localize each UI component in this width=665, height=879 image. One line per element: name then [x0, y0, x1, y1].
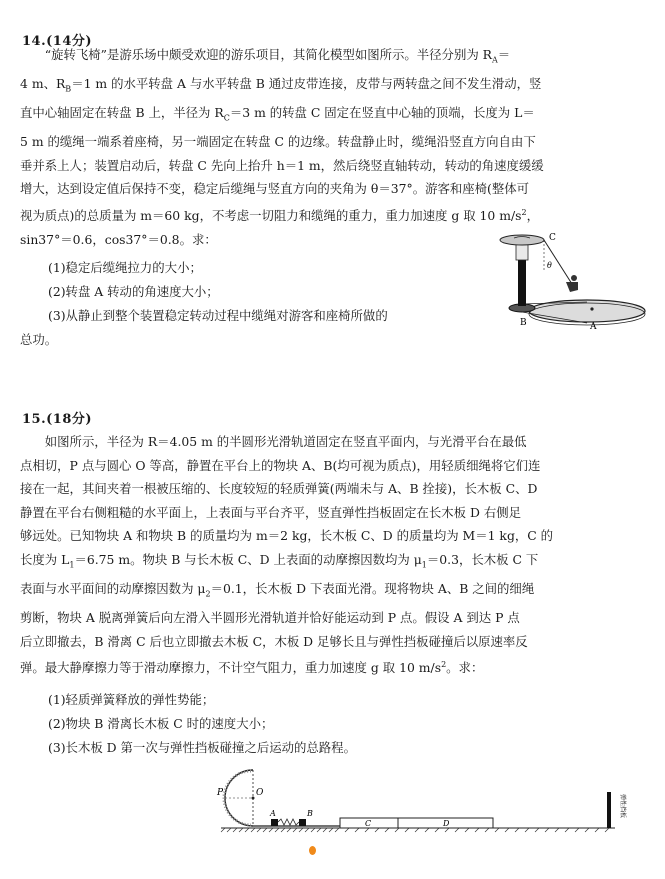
q14-line-8: sin37°＝0.6，cos37°＝0.8。求：	[20, 231, 217, 247]
q14-line-7: 视为质点)的总质量为 m＝60 kg，不考虑一切阻力和缆绳的重力，重力加速度 g 取 10 $m/s^2$，	[20, 207, 539, 224]
q14-line-2: 4 m、$R_B=1$ m 的水平转盘 A 与水平转盘 B 通过皮带连接，皮带与两转盘之间不发生滑动，竖	[20, 76, 542, 94]
label-theta: θ	[547, 261, 552, 270]
disc-a-center	[590, 307, 593, 310]
rider-head	[571, 275, 577, 281]
q14-stem	[20, 43, 642, 251]
label-b: B	[520, 318, 527, 328]
q15-question-2: (2)物块 B 滑离长木板 C 时的速度大小；	[48, 716, 274, 731]
q14-question-3: (3)从静止到整个装置稳定转动过程中缆绳对游客和座椅所做的	[48, 308, 388, 323]
q15-line-8: 剪断，物块 A 脱离弹簧后向左滑入半圆形光滑轨道并恰好能运动到 P 点。假设 A 到达 P 点	[20, 610, 520, 626]
label-p: P	[217, 788, 224, 798]
center-o	[252, 797, 255, 800]
q14-question-1: (1)稳定后缆绳拉力的大小；	[48, 260, 202, 275]
label-board-c: C	[365, 819, 372, 828]
q15-line-4: 静置在平台右侧粗糙的水平面上，上表面与平台齐平，竖直弹性挡板固定在长木板 D 右侧足	[20, 504, 522, 520]
q15-line-1: 如图所示，半径为 R＝4.05 m 的半圆形光滑轨道固定在竖直平面内，与光滑平台在最低	[44, 434, 527, 449]
q15-stem	[20, 430, 642, 680]
q15-line-7: 表面与水平面间的动摩擦因数为 $\mu_2=0.1$，长木板 D 下表面光滑。现将物块 A、B 之间的细绳	[20, 581, 535, 599]
q15-line-2: 点相切，P 点与圆心 O 等高，静置在平台上的物块 A、B(均可视为质点)，用轻质细绳将它们连	[20, 457, 541, 473]
label-c: C	[549, 233, 556, 243]
q15-figure	[215, 760, 635, 840]
q14-line-4: 5 m 的缆绳一端系着座椅，另一端固定在转盘 C 的边缘。转盘静止时，缆绳沿竖直方向自由下	[20, 134, 536, 150]
label-board-d: D	[443, 819, 450, 828]
q15-line-10: 弹。最大静摩擦力等于滑动摩擦力，不计空气阻力，重力加速度 g 取 10 $m/s^2$。求：	[20, 660, 484, 676]
q15-line-9: 后立即撤去，B 滑离 C 后也立即撤去木板 C，木板 D 足够长且与弹性挡板碰撞后以原速率反	[20, 633, 528, 649]
q14-line-6: 增大，达到设定值后保持不变，稳定后缆绳与竖直方向的夹角为 θ＝37°。游客和座椅(整体可	[20, 181, 530, 197]
q14-figure	[492, 226, 652, 336]
q15-header: 15.(18分)	[22, 412, 93, 427]
seat	[566, 282, 578, 292]
q14-line-3: 直中心轴固定在转盘 B 上，半径为 $R_C=3$ m 的转盘 C 固定在竖直中心轴的顶端，长度为 L＝	[20, 105, 535, 123]
label-o: O	[256, 788, 264, 798]
q15-question-1: (1)轻质弹簧释放的弹性势能；	[48, 692, 215, 707]
q14-line-1: “旋转飞椅”是游乐场中颇受欢迎的游乐项目，其简化模型如图所示。半径分别为 $R_A=$	[44, 47, 511, 65]
elastic-wall	[607, 792, 611, 828]
q14-question-3-cont: 总功。	[20, 332, 58, 347]
q15-question-3: (3)长木板 D 第一次与弹性挡板碰撞之后运动的总路程。	[48, 740, 356, 755]
q14-line-5: 垂并系上人；装置启动后，转盘 C 先向上抬升 h＝1 m，然后绕竖直轴转动，转动的角速度缓缓	[20, 157, 544, 173]
q15-line-6: 长度为 $L_1=6.75$ m。物块 B 与长木板 C、D 上表面的动摩擦因数均为 $\mu_1=0.3$，长木板 C 下	[20, 551, 539, 570]
label-a: A	[590, 322, 597, 332]
q15-line-3: 接在一起，其间夹着一根被压缩的、长度较短的轻质弹簧(两端未与 A、B 拴接)，长木板 C、D	[20, 481, 538, 497]
block-a	[271, 819, 278, 826]
ground-hatch	[345, 828, 609, 832]
platform-hatch	[221, 828, 339, 832]
q14-header: 14.(14分)	[22, 34, 93, 49]
spring	[278, 819, 299, 825]
q15-line-5: 够远处。已知物块 A 和物块 B 的质量均为 m＝2 kg，长木板 C、D 的质量均为 M＝1 kg，C 的	[20, 528, 554, 544]
label-block-b: B	[307, 809, 313, 818]
label-elastic-wall: 弹性挡板	[619, 794, 626, 819]
q14-question-2: (2)转盘 A 转动的角速度大小；	[48, 284, 219, 299]
shaft-top	[516, 244, 528, 260]
orange-dot	[309, 846, 316, 855]
block-b	[299, 819, 306, 826]
shaft	[518, 256, 526, 306]
label-block-a: A	[270, 809, 276, 818]
